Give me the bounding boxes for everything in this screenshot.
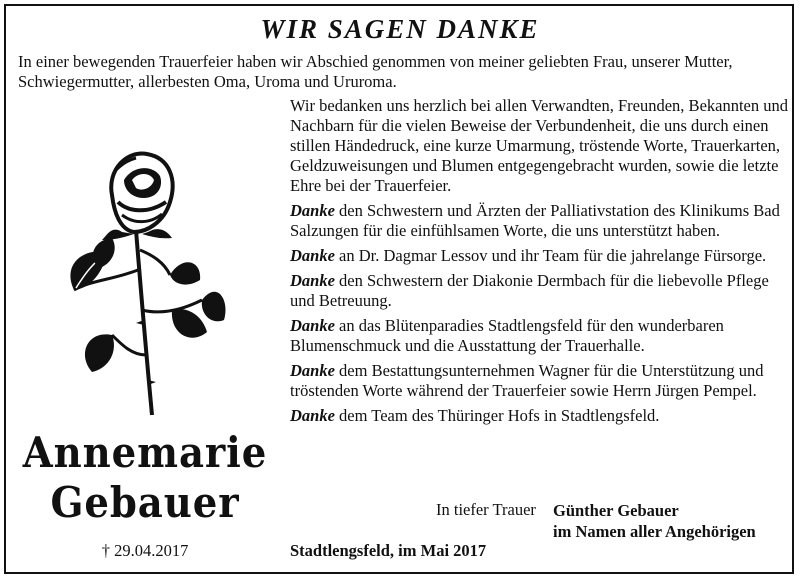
thanks-keyword: Danke [290, 246, 335, 265]
thanks-keyword: Danke [290, 361, 335, 380]
thanks-text: den Schwestern und Ärzten der Palliativstation des Klinikums Bad Salzungen für die einfühlsamen Worte, die uns unterstützt haben. [290, 201, 780, 240]
thanks-text: dem Team des Thüringer Hofs in Stadtlengsfeld. [334, 406, 660, 425]
thanks-paragraph [290, 271, 790, 311]
thanks-text [290, 96, 790, 431]
thanks-paragraph [290, 406, 790, 426]
opening-paragraph: Wir bedanken uns herzlich bei allen Verwandten, Freunden, Bekannten und Nachbarn für die vielen Beweise der Verbundenheit, die uns durch einen stillen Händedruck, eine kurze Umarmung, tröstende Worte, Trauerkarten, Geldzuweisungen und Blumen entgegengebracht wurden, sowie die letzte Ehre bei der Trauerfeier. [290, 96, 788, 195]
thanks-text: an das Blütenparadies Stadtlengsfeld für den wunderbaren Blumenschmuck und die Ausstattung der Trauerhalle. [290, 316, 724, 355]
thanks-keyword: Danke [290, 201, 335, 220]
signer-name: Günther Gebauer [553, 501, 679, 520]
place-date: Stadtlengsfeld, im Mai 2017 [290, 541, 487, 560]
signer-block [553, 500, 756, 542]
notice-title: WIR SAGEN DANKE [260, 14, 540, 44]
deceased-last-name: Gebauer [50, 478, 240, 527]
death-date: † 29.04.2017 [101, 541, 189, 560]
thanks-text: an Dr. Dagmar Lessov und ihr Team für die jahrelange Fürsorge. [334, 246, 767, 265]
thanks-paragraph [290, 361, 790, 401]
intro-text: In einer bewegenden Trauerfeier haben wir Abschied genommen von meiner geliebten Frau, unserer Mutter, Schwiegermutter, allerbesten Oma, Uroma und Ururoma. [18, 52, 733, 91]
thanks-text: den Schwestern der Diakonie Dermbach für die liebevolle Pflege und Betreuung. [290, 271, 769, 310]
mourning-label: In tiefer Trauer [436, 500, 536, 519]
thanks-paragraph [290, 316, 790, 356]
rose-icon [52, 140, 232, 425]
thanks-text: dem Bestattungsunternehmen Wagner für die Unterstützung und tröstenden Worte während der Trauerfeier sowie Herrn Jürgen Pempel. [290, 361, 764, 400]
signer-on-behalf: im Namen aller Angehörigen [553, 522, 756, 541]
thanks-paragraph [290, 201, 790, 241]
thanks-keyword: Danke [290, 316, 335, 335]
thanks-paragraph [290, 246, 790, 266]
thanks-keyword: Danke [290, 271, 335, 290]
thanks-keyword: Danke [290, 406, 335, 425]
deceased-first-name: Annemarie [22, 428, 268, 477]
